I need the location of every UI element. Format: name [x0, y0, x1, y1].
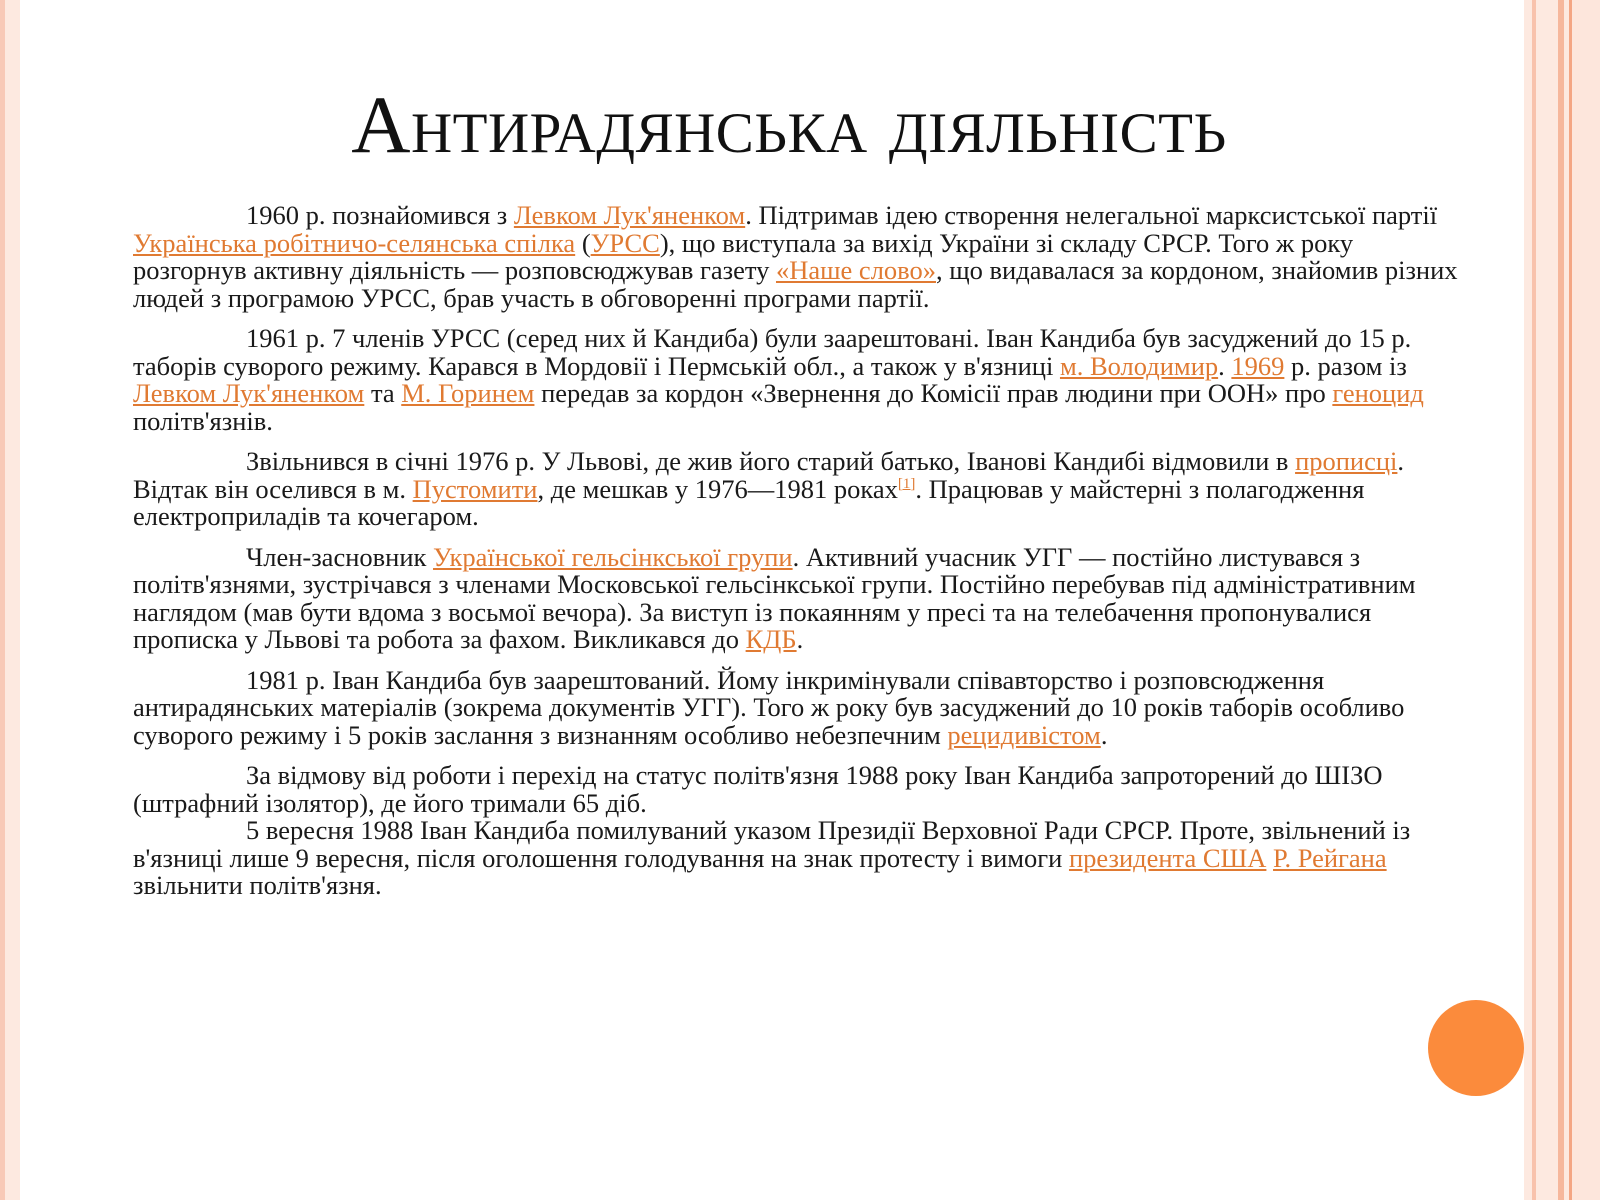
link-recidivist[interactable]: рецидивістом	[947, 719, 1101, 750]
link-nashe-slovo[interactable]: «Наше слово»	[775, 255, 936, 285]
text: .	[1100, 719, 1108, 750]
text: , де мешкав у 1976—1981 роках	[537, 473, 898, 504]
text: політв'язнів.	[133, 405, 273, 436]
left-border-decoration	[0, 0, 20, 1200]
link-ursс-union[interactable]: Українська робітничо-селянська спілка	[133, 227, 576, 258]
text: .	[796, 624, 804, 654]
decorative-orange-circle	[1428, 1000, 1524, 1096]
text: , що видавалася за кордоном, знайомив різних людей з програмою УРСС, брав участь в обговоренні програми партії.	[133, 255, 1458, 313]
paragraph-1976	[133, 448, 1469, 531]
link-reagan[interactable]: Р. Рейгана	[1273, 842, 1387, 873]
link-m-horyn[interactable]: М. Горинем	[401, 378, 535, 408]
text: Член-засновник	[246, 541, 434, 572]
footnote-ref-1[interactable]: [1]	[897, 475, 916, 492]
text: 1960 р. познайомився з	[246, 200, 514, 230]
link-helsinki-group[interactable]: Української гельсінкської групи	[433, 541, 793, 572]
link-levko-lukianenko[interactable]: Левком Лук'яненком	[513, 200, 746, 230]
paragraph-1961	[133, 325, 1469, 435]
text: . Активний учасник УГГ — постійно листувався з політв'язнями, зустрічався з членами Московської гельсінкської групи. Постійно перебував під адміністративним наглядом (мав бути вдома з восьмої вечора). За виступ із покаянням у пресі та на телебачення пропонувалися прописка у Львові та робота за фахом. Викликався до	[133, 541, 1416, 654]
text: . Підтримав ідею створення нелегальної марксистської партії	[745, 200, 1438, 230]
link-propyska[interactable]: прописці	[1295, 446, 1398, 476]
text: 5 вересня 1988 Іван Кандиба помилуваний указом Президії Верховної Ради СРСР. Проте, звільнений із в'язниці лише 9 вересня, після оголошення голодування на знак протесту і вимоги	[133, 815, 1411, 873]
slide-body	[133, 202, 1469, 913]
link-genocide[interactable]: геноцид	[1332, 378, 1424, 408]
slide-title: Антирадянська діяльність	[351, 79, 1227, 170]
link-urss[interactable]: УРСС	[590, 227, 660, 258]
paragraph-1981	[133, 664, 1469, 750]
text: Звільнився в січні 1976 р. У Львові, де жив його старий батько, Іванові Кандибі відмовили в	[246, 446, 1296, 476]
link-kgb[interactable]: КДБ	[745, 624, 797, 654]
link-1969[interactable]: 1969	[1231, 350, 1285, 381]
text: та	[364, 378, 402, 408]
link-volodymyr[interactable]: м. Володимир	[1059, 350, 1219, 381]
text: За відмову від роботи і перехід на статус політв'язня 1988 року Іван Кандиба запроторений до ШІЗО (штрафний ізолятор), де його тримали 65 діб.	[133, 760, 1383, 818]
text: . Відтак він оселився в м.	[133, 446, 1405, 504]
link-us-president[interactable]: президента США	[1068, 842, 1267, 873]
paragraph-1988-shizo	[133, 762, 1469, 817]
link-pustomyty[interactable]: Пустомити	[412, 473, 538, 504]
text: передав за кордон «Звернення до Комісії прав людини при ООН» про	[534, 378, 1333, 408]
text: 1961 р. 7 членів УРСС (серед них й Кандиба) були заарештовані. Іван Кандиба був засуджений до 15 р. таборів суворого режиму. Карався в Мордовії і Пермській обл., а також у в'язниці	[133, 323, 1412, 381]
paragraph-1960	[133, 202, 1469, 312]
paragraph-1988-release	[133, 817, 1469, 900]
right-border-decoration	[1524, 0, 1600, 1200]
text: р. разом із	[1284, 350, 1407, 381]
text: (	[575, 227, 591, 258]
text: . Працював у майстерні з полагодження електроприладів та кочегаром.	[133, 473, 1365, 531]
paragraph-helsinki-group	[133, 541, 1469, 654]
text: звільнити політв'язня.	[133, 870, 382, 900]
link-levko-lukianenko-2[interactable]: Левком Лук'яненком	[133, 378, 365, 408]
text: .	[1218, 350, 1232, 381]
text: 1981 р. Іван Кандиба був заарештований. Йому інкримінували співавторство і розповсюдження антирадянських матеріалів (зокрема документів УГГ). Того ж року був засуджений до 10 років таборів особливо суворого режиму і 5 років заслання з визнанням особливо небезпечним	[133, 664, 1405, 750]
text: ), що виступала за вихід України зі складу СРСР. Того ж року розгорнув активну діяльність — розповсюджував газету	[133, 227, 1354, 285]
